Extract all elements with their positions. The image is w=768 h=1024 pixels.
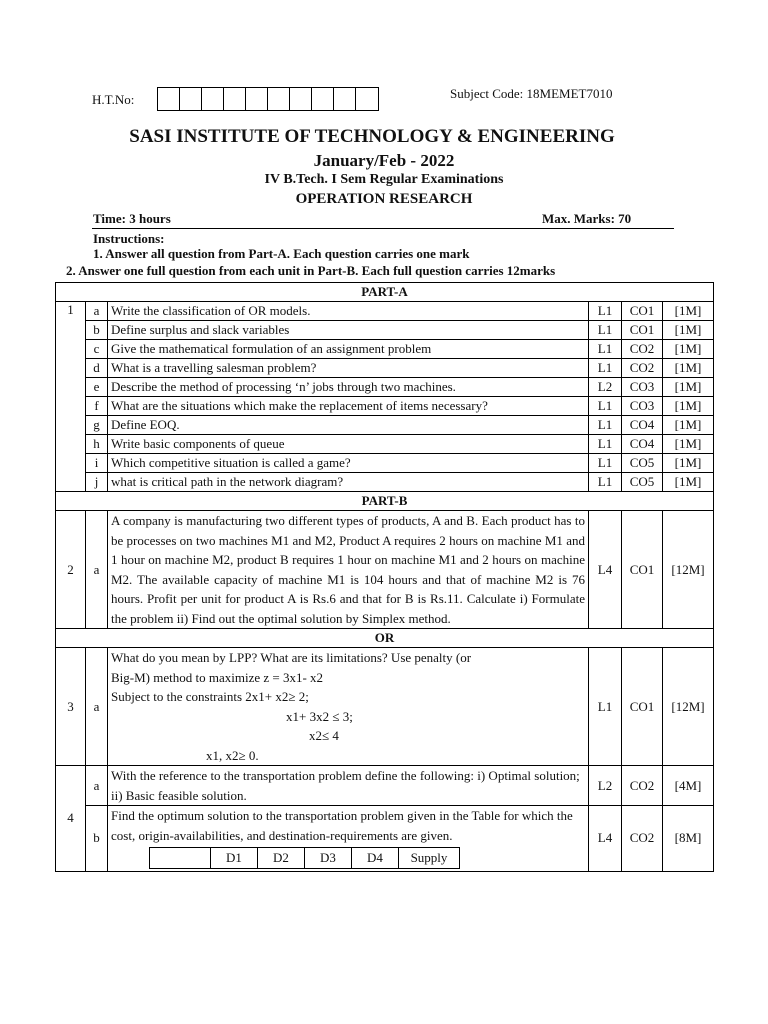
bloom-level: L1 xyxy=(589,473,622,492)
question-text: What is a travelling salesman problem? xyxy=(108,359,589,378)
bloom-level: L1 xyxy=(589,359,622,378)
transportation-header-cell: Supply xyxy=(399,848,460,869)
question-number: 2 xyxy=(56,511,86,629)
course-outcome: CO3 xyxy=(622,378,663,397)
question-text: A company is manufacturing two different types of products, A and B. Each product has to be processes on two machines M1 and M2, Product A requires 2 hours on machine M1 and 1 hour on machine M2, product B requires 1 hour on machine M1 and 2 hours on machine M2. The available capacity of machine M1 is 104 hours and that of machine M2 is 76 hours. Profit per unit for product A is Rs.6 and that for B is Rs.11. Calculate i) Formulate the problem ii) Find out the optimal solution by Simplex method. xyxy=(108,511,589,629)
course-outcome: CO1 xyxy=(622,321,663,340)
course-outcome: CO1 xyxy=(622,511,663,629)
sub-question-letter: i xyxy=(86,454,108,473)
marks: [1M] xyxy=(663,435,714,454)
q3-line-2: Big-M) method to maximize z = 3x1- x2 xyxy=(111,669,324,685)
htno-box[interactable] xyxy=(158,88,180,110)
sub-question-letter: a xyxy=(86,511,108,629)
htno-box[interactable] xyxy=(202,88,224,110)
question-text xyxy=(108,806,589,872)
sub-question-letter: a xyxy=(86,648,108,766)
q3-line-1: What do you mean by LPP? What are its limitations? Use penalty (or xyxy=(111,650,472,665)
question-text: With the reference to the transportation problem define the following: i) Optimal solution; ii) Basic feasible solution. xyxy=(108,766,589,806)
question-text: Give the mathematical formulation of an assignment problem xyxy=(108,340,589,359)
question-text: Write the classification of OR models. xyxy=(108,302,589,321)
part-a-body xyxy=(56,302,714,492)
course-outcome: CO1 xyxy=(622,648,663,766)
part-a-row xyxy=(56,473,714,492)
sub-question-letter: b xyxy=(86,321,108,340)
course-outcome: CO5 xyxy=(622,473,663,492)
question-4a-row xyxy=(56,766,714,806)
marks: [1M] xyxy=(663,416,714,435)
sub-question-letter: h xyxy=(86,435,108,454)
or-divider: OR xyxy=(56,629,714,648)
instruction-2: 2. Answer one full question from each unit in Part-B. Each full question carries 12marks xyxy=(66,263,556,278)
marks: [1M] xyxy=(663,454,714,473)
question-4b-row xyxy=(56,806,714,872)
exam-title: IV B.Tech. I Sem Regular Examinations xyxy=(264,172,504,187)
transportation-table-header xyxy=(150,848,460,869)
question-text: Which competitive situation is called a game? xyxy=(108,454,589,473)
question-text: Define EOQ. xyxy=(108,416,589,435)
bloom-level: L1 xyxy=(589,416,622,435)
part-b-title: PART-B xyxy=(56,492,714,511)
htno-box[interactable] xyxy=(290,88,312,110)
course-outcome: CO2 xyxy=(622,340,663,359)
part-a-row xyxy=(56,321,714,340)
part-a-row xyxy=(56,359,714,378)
marks: [12M] xyxy=(663,511,714,629)
course-outcome: CO1 xyxy=(622,302,663,321)
exam-month: January/Feb - 2022 xyxy=(313,151,455,170)
instruction-1: 1. Answer all question from Part-A. Each question carries one mark xyxy=(93,246,470,261)
part-a-row xyxy=(56,454,714,473)
transportation-header-cell xyxy=(150,848,211,869)
marks: [4M] xyxy=(663,766,714,806)
sub-question-letter: f xyxy=(86,397,108,416)
bloom-level: L1 xyxy=(589,340,622,359)
question-2-row xyxy=(56,511,714,629)
header-divider xyxy=(92,228,674,229)
institute-name: SASI INSTITUTE OF TECHNOLOGY & ENGINEERING xyxy=(129,126,615,147)
bloom-level: L1 xyxy=(589,648,622,766)
marks: [8M] xyxy=(663,806,714,872)
subject-code: Subject Code: 18MEMET7010 xyxy=(450,86,613,101)
transportation-table xyxy=(149,847,460,869)
sub-question-letter: j xyxy=(86,473,108,492)
marks: [1M] xyxy=(663,340,714,359)
q3-line-3: Subject to the constraints 2x1+ x2≥ 2; xyxy=(111,689,309,704)
bloom-level: L2 xyxy=(589,766,622,806)
question-3-row xyxy=(56,648,714,766)
part-a-row xyxy=(56,435,714,454)
marks: [12M] xyxy=(663,648,714,766)
sub-question-letter: b xyxy=(86,806,108,872)
marks: [1M] xyxy=(663,359,714,378)
q3-line-5: x2≤ 4 xyxy=(309,728,339,743)
question-text: What are the situations which make the replacement of items necessary? xyxy=(108,397,589,416)
course-outcome: CO5 xyxy=(622,454,663,473)
sub-question-letter: a xyxy=(86,302,108,321)
sub-question-letter: g xyxy=(86,416,108,435)
course-outcome: CO2 xyxy=(622,766,663,806)
bloom-level: L1 xyxy=(589,397,622,416)
htno-box[interactable] xyxy=(224,88,246,110)
marks: [1M] xyxy=(663,378,714,397)
bloom-level: L4 xyxy=(589,806,622,872)
sub-question-letter: d xyxy=(86,359,108,378)
marks: [1M] xyxy=(663,473,714,492)
question-text xyxy=(108,648,589,766)
htno-box[interactable] xyxy=(312,88,334,110)
bloom-level: L2 xyxy=(589,378,622,397)
course-outcome: CO3 xyxy=(622,397,663,416)
sub-question-letter: a xyxy=(86,766,108,806)
subject-name: OPERATION RESEARCH xyxy=(295,191,473,207)
part-a-row xyxy=(56,302,714,321)
part-a-title: PART-A xyxy=(56,283,714,302)
course-outcome: CO4 xyxy=(622,416,663,435)
htno-box[interactable] xyxy=(246,88,268,110)
q3-line-4: x1+ 3x2 ≤ 3; xyxy=(286,708,353,724)
transportation-header-cell: D4 xyxy=(352,848,399,869)
hall-ticket-boxes[interactable] xyxy=(157,87,379,111)
course-outcome: CO2 xyxy=(622,806,663,872)
marks: [1M] xyxy=(663,302,714,321)
question-number: 4 xyxy=(56,766,86,872)
question-text: Describe the method of processing ‘n’ jobs through two machines. xyxy=(108,378,589,397)
marks: [1M] xyxy=(663,321,714,340)
transportation-header-cell: D1 xyxy=(211,848,258,869)
marks: [1M] xyxy=(663,397,714,416)
question-text: what is critical path in the network diagram? xyxy=(108,473,589,492)
question-text: Define surplus and slack variables xyxy=(108,321,589,340)
exam-time: Time: 3 hours xyxy=(93,211,171,226)
sub-question-letter: c xyxy=(86,340,108,359)
part-a-row xyxy=(56,416,714,435)
sub-question-letter: e xyxy=(86,378,108,397)
transportation-header-cell: D3 xyxy=(305,848,352,869)
bloom-level: L1 xyxy=(589,435,622,454)
transportation-header-cell: D2 xyxy=(258,848,305,869)
bloom-level: L4 xyxy=(589,511,622,629)
instructions-heading: Instructions: xyxy=(93,231,165,246)
htno-box[interactable] xyxy=(268,88,290,110)
q3-line-6: x1, x2≥ 0. xyxy=(206,747,259,763)
course-outcome: CO2 xyxy=(622,359,663,378)
bloom-level: L1 xyxy=(589,321,622,340)
part-a-row xyxy=(56,397,714,416)
part-a-row xyxy=(56,340,714,359)
question-text: Write basic components of queue xyxy=(108,435,589,454)
course-outcome: CO4 xyxy=(622,435,663,454)
question-number: 1 xyxy=(56,302,86,492)
hall-ticket-label: H.T.No: xyxy=(92,92,135,107)
htno-box[interactable] xyxy=(180,88,202,110)
max-marks: Max. Marks: 70 xyxy=(542,211,632,226)
bloom-level: L1 xyxy=(589,454,622,473)
htno-box[interactable] xyxy=(356,88,378,110)
htno-box[interactable] xyxy=(334,88,356,110)
q4b-text: Find the optimum solution to the transportation problem given in the Table for which the cost, origin-availabilities, and destination-requirements are given. xyxy=(111,808,573,843)
question-table xyxy=(55,282,714,872)
part-a-row xyxy=(56,378,714,397)
bloom-level: L1 xyxy=(589,302,622,321)
question-number: 3 xyxy=(56,648,86,766)
